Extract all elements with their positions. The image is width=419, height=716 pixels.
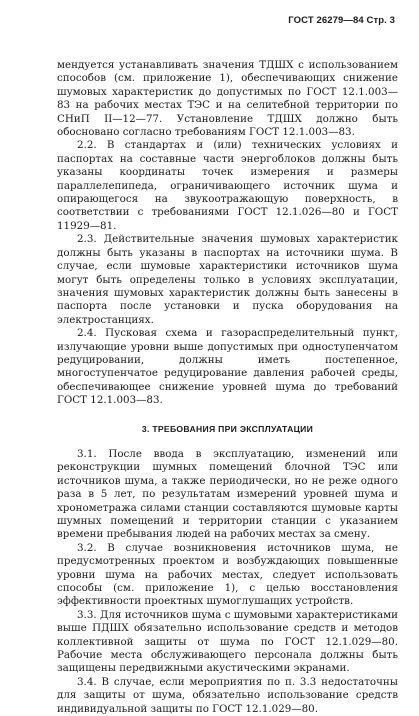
page-header: ГОСТ 26279—84 Стр. 3 [288, 15, 395, 26]
paragraph-2-4: 2.4. Пусковая схема и газораспределительный пункт, излучающие уровни выше допустимых при одноступенчатом редуцировании, должны иметь постепенное, многоступенчатое редуцирование давления рабочей среды, обеспечивающее снижение уровней шума до требований ГОСТ 12.1.003—83. [57, 327, 398, 407]
paragraph-3-3: 3.3. Для источников шума с шумовыми характеристиками выше ПДШХ обязательно использование средств и методов коллективной защиты от шума по ГОСТ 12.1.029—80. Рабочие места обслуживающего персонала должны быть защищены передвижными акустическими экранами. [57, 608, 398, 675]
paragraph-3-2: 3.2. В случае возникновения источников шума, не предусмотренных проектом и возбуждающих повышенные уровни шума на рабочих местах, следует использовать способы (см. приложение 1), с целью восстановления эффективности проектных шумоглушащих устройств. [57, 541, 398, 608]
paragraph-continuation: мендуется устанавливать значения ТДШХ с использованием способов (см. приложение 1), обеспечивающих снижение шумовых характеристик до допустимых по ГОСТ 12.1.003—83 на рабочих местах ТЭС и на селитебной территории по СНиП II—12—77. Установление ТДШХ должно быть обосновано согласно требованиям ГОСТ 12.1.003—83. [57, 59, 398, 139]
document-body [57, 59, 398, 716]
section-title: 3. ТРЕБОВАНИЯ ПРИ ЭКСПЛУАТАЦИИ [141, 423, 314, 434]
paragraph-2-3: 2.3. Действительные значения шумовых характеристик должны быть указаны в паспортах на источники шума. В случае, если шумовые характеристики источников шума могут быть определены только в условиях эксплуатации, значения шумовых характеристик должны быть занесены в паспорта после установки и пуска оборудования на электростанциях. [57, 233, 398, 326]
paragraph-3-4: 3.4. В случае, если мероприятия по п. 3.3 недостаточны для защиты от шума, обязательно использование средств индивидуальной защиты по ГОСТ 12.1.029—80. [57, 675, 398, 715]
paragraph-2-2: 2.2. В стандартах и (или) технических условиях и паспортах на составные части энергоблоков должны быть указаны координаты точек измерения и размеры параллелепипеда, ограничивающего источник шума и опирающегося на звукоотражающую поверхность, в соответствии с требованиями ГОСТ 12.1.026—80 и ГОСТ 11929—81. [57, 139, 398, 232]
paragraph-3-1: 3.1. После ввода в эксплуатацию, изменений или реконструкции шумных помещений блочной ТЭС или источников шума, а также периодически, но не реже одного раза в 5 лет, по результатам измерений уровней шума и хронометража силами станции составляются шумовые карты шумных помещений и территории станции с указанием времени пребывания людей на рабочих местах за смену. [57, 447, 398, 541]
